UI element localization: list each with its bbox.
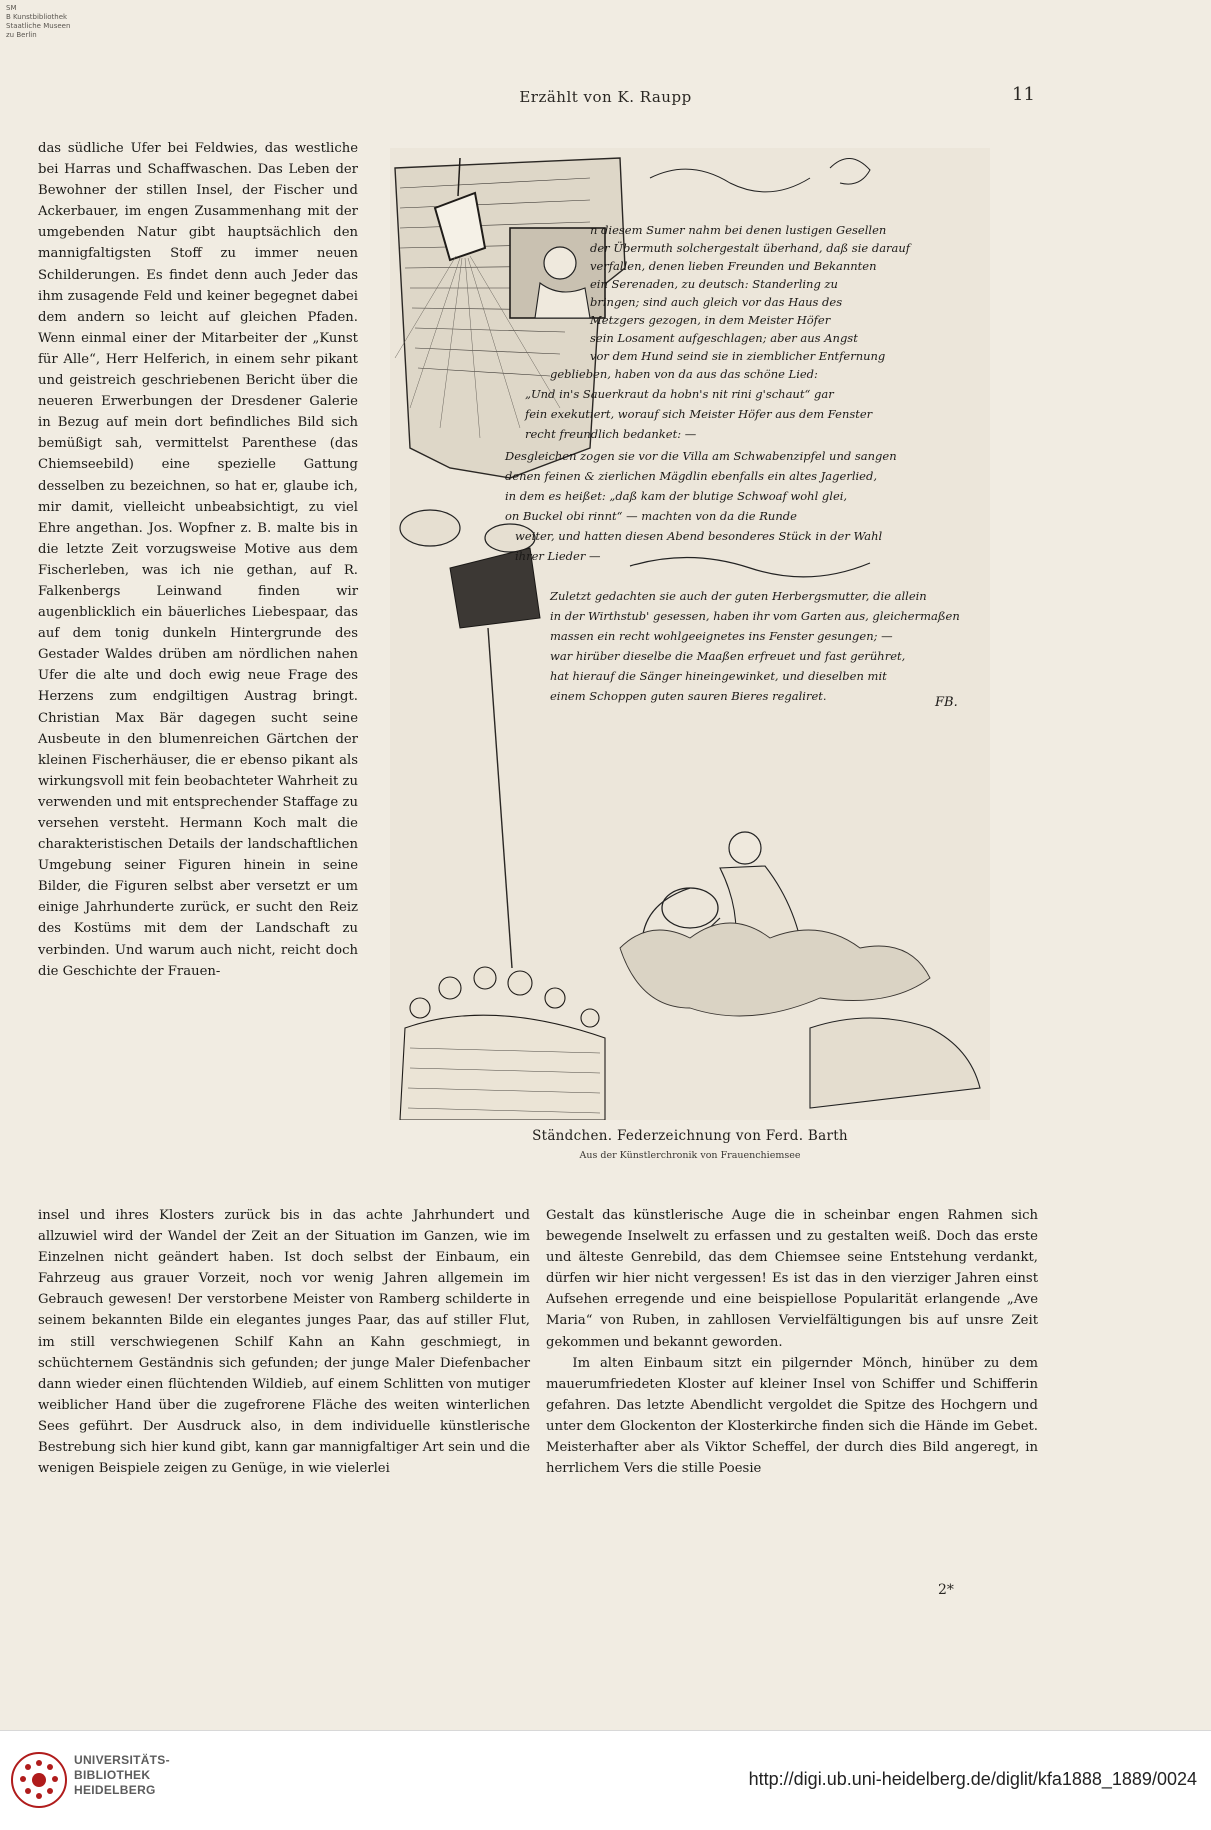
hand-line: der Übermuth solchergestalt überhand, daß sie darauf [590,241,911,255]
hand-line: ein Serenaden, zu deutsch: Standerling zu [590,277,838,291]
bottom-left-text: insel und ihres Klosters zurück bis in das achte Jahrhundert und allzuwiel wird der Wandel der Zeit an der Situation im Ganzen, wie im Einzelnen nicht geändert haben. Ist doch selbst der Einbaum, ein Fahrzeug aus grauer Vorzeit, noch vor wenig Jahren allgemein im Gebrauch gewesen! Der verstorbene Meister von Ramberg schilderte in seinem bekannten Bilde ein elegantes junges Paar, das auf stiller Flut, im still verschwiegenen Schilf Kahn an Kahn geschmiegt, in schüchternem Geständnis sich gefunden; der junge Maler Diefenbacher dann wieder einen flüchtenden Wildieb, auf einem Schlitten von mutiger weiblicher Hand über die zugefrorene Fläche des weiten winterlichen Sees geführt. Der Ausdruck also, in dem individuelle künstlerische Bestrebung sich hier kund gibt, kann gar mannigfaltiger Art sein und die wenigen Beispiele zeigen zu Genüge, in wie vielerlei [38,1208,530,1477]
hand-line: Zuletzt gedachten sie auch der guten Herbergsmutter, die allein [550,589,927,603]
running-head: Erzählt von K. Raupp [519,88,692,106]
bottom-right-column [546,1205,1038,1479]
left-column-text: das südliche Ufer bei Feldwies, das westliche bei Harras und Schaffwaschen. Das Leben der Bewohner der stillen Insel, der Fischer und Ackerbauer, im engen Zusammenhang mit der umgebenden Natur gibt hauptsächlich den mannigfaltigsten Stoff zu immer neuen Schilderungen. Es findet denn auch Jeder das ihm zusagende Feld und keiner begegnet dabei dem andern so leicht auf gleichen Pfaden. Wenn einmal einer der Mitarbeiter der „Kunst für Alle“, Herr Helferich, in einem sehr pikant und geistreich geschriebenen Bericht über die neueren Erwerbungen der Dresdener Galerie in Bezug auf mein dort befindliches Bild sich bemüßigt sah, vermittelst Parenthese (das Chiemseebild) eine spezielle Gattung desselben zu bezeichnen, so hat er, glaube ich, mir damit, vielleicht unbeabsichtigt, zu viel Ehre angethan. Jos. Wopfner z. B. malte bis in die letzte Zeit vorzugsweise Motive aus dem Fischerleben, was ich nie gethan, auf R. Falkenbergs Leinwand finden wir augenblicklich ein bäuerliches Liebespaar, das auf dem tonig dunkeln Hintergrunde des Gestader Waldes drüben am nördlichen nahen Ufer die alte und doch ewig neue Frage des Herzens zum endgiltigen Austrag bringt. Christian Max Bär dagegen sucht seine Ausbeute in den blumenreichen Gärtchen der kleinen Fischerhäuser, die er ebenso pikant als wirkungsvoll mit fein beobachteter Wahrheit zu verwenden und mit entsprechender Staffage zu versehen versteht. Hermann Koch malt die charakteristischen Details der landschaftlichen Umgebung seiner Figuren hinein in seine Bilder, die Figuren selbst aber versetzt er um einige Jahrhunderte zurück, er sucht den Reiz des Kostüms mit dem der Landschaft zu verbinden. Und warum auch nicht, reicht doch die Geschichte der Frauen- [38,141,358,979]
hand-line: weiter, und hatten diesen Abend besonderes Stück in der Wahl [515,529,883,543]
signature-mark: 2* [938,1582,954,1598]
bottom-right-paragraph-1: Gestalt das künstlerische Auge die in scheinbar engen Rahmen sich bewegende Inselwelt zu erfassen und zu gestalten weiß. Doch das erste und älteste Genrebild, das dem Chiemsee seine Entstehung verdankt, dürfen wir hier nicht vergessen! Es ist das in den vierziger Jahren einst Aufsehen erregende und eine beispiellose Popularität erlangende „Ave Maria“ von Ruben, in zahllosen Vervielfältigungen bis auf unsre Zeit gekommen und bekannt geworden. [546,1208,1038,1350]
hand-line: verfallen, denen lieben Freunden und Bekannten [590,259,877,273]
hand-line: Metzgers gezogen, in dem Meister Höfer [590,313,831,327]
hand-line: ihrer Lieder — [515,549,601,563]
permalink-url[interactable]: http://digi.ub.uni-heidelberg.de/diglit/kfa1888_1889/0024 [748,1769,1197,1789]
hand-line: Desgleichen zogen sie vor die Villa am Schwabenzipfel und sangen [505,449,897,463]
hand-line: sein Losament aufgeschlagen; aber aus Angst [590,331,858,345]
pen-drawing [390,148,990,1120]
figure-caption-source: Aus der Künstlerchronik von Frauenchiemsee [579,1150,801,1161]
university-library-logo-icon [10,1751,68,1809]
lyre [662,888,718,928]
flourish-mid [630,557,870,576]
figure-caption: Ständchen. Federzeichnung von Ferd. Barth [532,1128,848,1144]
cloud [620,923,930,1016]
pole [488,628,512,968]
page-number: 11 [1012,84,1035,105]
hand-line: einem Schoppen guten sauren Bieres regaliret. [550,689,827,703]
left-column [38,138,358,982]
cat-left [400,510,460,546]
dog [810,1018,980,1108]
bird-sketch [830,158,870,184]
hand-line: war hirüber dieselbe die Maaßen erfreuet und fast gerühret, [550,649,906,663]
hand-line: in dem es heißet: „daß kam der blutige Schwoaf wohl glei, [505,489,848,503]
hand-line: in der Wirthstub' gesessen, haben ihr vom Garten aus, gleichermaßen [550,609,960,623]
man-head [544,247,576,279]
hand-line: hat hierauf die Sänger hineingewinket, und dieselben mit [550,669,887,683]
hand-line: recht freundlich bedanket: — [525,427,697,441]
hand-line: denen feinen & zierlichen Mägdlin ebenfalls ein altes Jagerlied, [505,469,878,483]
hand-line: on Buckel obi rinnt“ — machten von da die Runde [505,509,797,523]
artist-monogram: FB. [935,695,958,710]
library-name: UNIVERSITÄTS- BIBLIOTHEK HEIDELBERG [74,1753,170,1797]
viewer-footer [0,1730,1211,1830]
singers-crowd [400,967,605,1120]
hand-line: fein exekutiert, worauf sich Meister Höfer aus dem Fenster [525,407,873,421]
hand-line: vor dem Hund seind sie in ziemblicher Entfernung [590,349,886,363]
hand-line: geblieben, haben von da aus das schöne Lied: [550,367,818,381]
illustration-figure [390,148,990,1120]
angel-head [729,832,761,864]
flourish-top [650,169,810,192]
bottom-right-paragraph-2: Im alten Einbaum sitzt ein pilgernder Mönch, hinüber zu dem mauerumfriedeten Kloster auf kleiner Insel von Schiffer und Schifferin gefahren. Das letzte Abendlicht vergoldet die Spitze des Hochgern und unter dem Glockenton der Klosterkirche finden sich die Hände im Gebet. Meisterhafter aber als Viktor Scheffel, der durch dies Bild angeregt, in herrlichem Vers die stille Poesie [546,1355,1038,1477]
hand-line: bringen; sind auch gleich vor das Haus des [590,295,843,309]
bottom-left-column [38,1205,530,1479]
hand-line: „Und in's Sauerkraut da hobn's nit rini g'schaut“ gar [525,387,834,401]
hand-line: n diesem Sumer nahm bei denen lustigen Gesellen [590,223,887,237]
hand-line: massen ein recht wohlgeeignetes ins Fenster gesungen; — [550,629,893,643]
library-stamp: SM B Kunstbibliothek Staatliche Museen zu Berlin [6,4,71,39]
